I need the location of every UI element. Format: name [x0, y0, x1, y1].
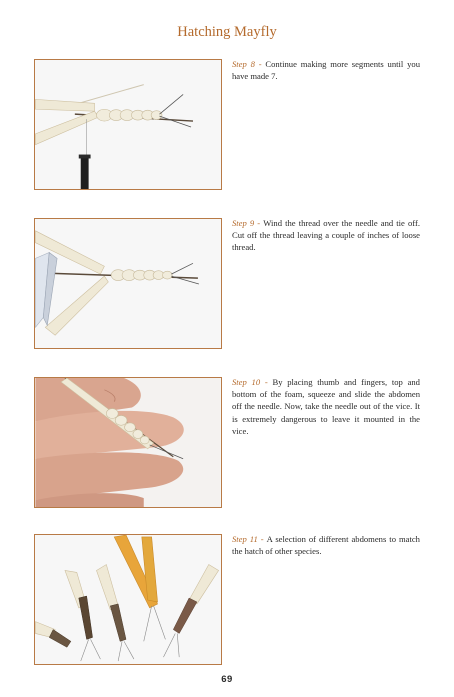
step-8-label: Step 8	[232, 59, 255, 69]
step-10-photo	[34, 377, 222, 508]
step-9-caption: Step 9 - Wind the thread over the needle and tie off. Cut off the thread leaving a couple of inches of loose thread.	[232, 218, 420, 253]
page-number: 69	[221, 674, 233, 685]
step-8-text: Continue making more segments until you have made 7.	[232, 59, 420, 82]
thread-tied-off-image	[35, 219, 221, 348]
step-8-caption: Step 8 - Continue making more segments until you have made 7.	[232, 59, 420, 82]
abdomen-selection-image	[35, 535, 221, 664]
fingers-sliding-abdomen-image	[35, 378, 221, 507]
step-9-label: Step 9	[232, 218, 255, 228]
step-11-text: A selection of different abdomens to match the hatch of other species.	[232, 534, 420, 557]
foam-segments-on-needle-image	[35, 60, 221, 189]
step-11-label: Step 11	[232, 534, 258, 544]
step-11-photo	[34, 534, 222, 665]
step-11-caption: Step 11 - A selection of different abdomens to match the hatch of other species.	[232, 534, 420, 557]
step-10-label: Step 10	[232, 377, 261, 387]
page-title: Hatching Mayfly	[177, 24, 277, 40]
step-10-caption: Step 10 - By placing thumb and fingers, top and bottom of the foam, squeeze and slide the abdomen off the needle. Now, take the needle out of the vice. It is extremely dangerous to leave it mounted in the vice.	[232, 377, 420, 436]
step-9-text: Wind the thread over the needle and tie off. Cut off the thread leaving a couple of inches of loose thread.	[232, 218, 420, 253]
step-10-text: By placing thumb and fingers, top and bottom of the foam, squeeze and slide the abdomen off the needle. Now, take the needle out of the vice. It is extremely dangerous to leave it mounted in the vice.	[232, 377, 420, 436]
step-9-photo	[34, 218, 222, 349]
step-8-photo	[34, 59, 222, 190]
